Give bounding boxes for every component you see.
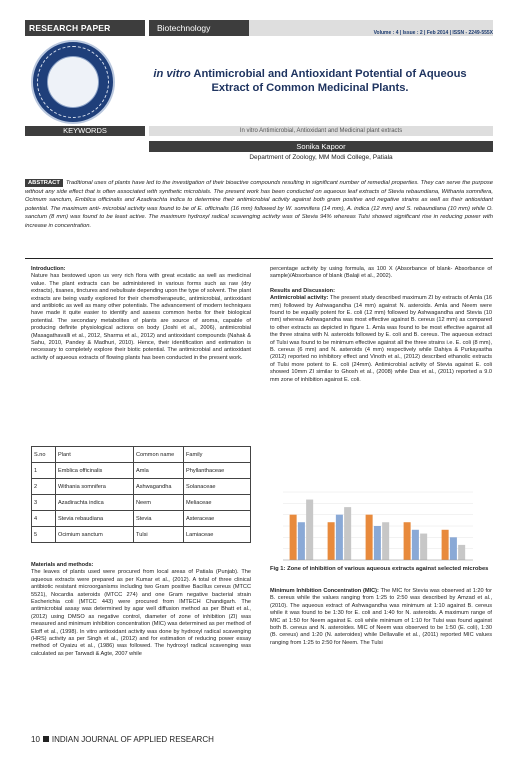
bar (412, 530, 419, 560)
bar (450, 537, 457, 560)
bar (306, 500, 313, 560)
table-cell: Neem (134, 495, 184, 511)
table-header-row (32, 447, 251, 463)
title-italic: in vitro (153, 68, 191, 80)
table-header: Plant (56, 447, 134, 463)
bar-chart (277, 488, 477, 564)
divider (25, 258, 493, 259)
table-row (32, 527, 251, 543)
results-text: The present study described maximum ZI by extracts of Amla (16 mm) followed by Ashwagandha (14 mm) against N. asteroids. Amla and Neem were found to be equally potent for E. coli (12 mm) followed by Ashwagandha and Stevia (10 mm) whereas Ashwagandha was most effective against B. cereus (12 mm) as compared to other extracts as depicted in figure 1. Amla was found to be most effective against all the three strains with N. asteroids followed by E. coli and B. cereus. The aqueous extract of Tulsi was found to be minimum effective against all the three strains i.e. E. coli (8 mm), B. cereus (6 mm) and N. asteroids (4 mm) respectively while Dahiya & Purkayastha (2012) reported no inhibitory effect and Vinoth et al., (2012) described ethanolic extracts of Tulsi more potent to E. coli (24mm). Antimicrobial activity of Stevia against E. coli showed 10mm ZI similar to Ghosh et al., (2008) while Das et al., (2011) reported a 9.0 mm zone of inhibition against E. coli. (270, 295, 492, 383)
methods-heading: Materials and methods: (31, 562, 94, 568)
table-cell: Meliaceae (184, 495, 251, 511)
author-name: Sonika Kapoor (149, 141, 493, 152)
abstract-text: Traditional uses of plants have led to the investigation of their bioactive compounds resulting in significant number of remedial properties. They can serve the purpose without any side effect that is often associated with synthetic microbials. The present work has been conducted on aqueous leaf extracts of Stevia rebaundiana, Withania somnifera, Ocimum sanctum, Emblica officinalis and Azadirachta indica to determine their antimicrobial activity against both gram positive and negative strains as well as their antioxidant potential. The maximum anti- microbial activity was found to be of E. officinalis (16 mm) followed by W. somnifera (14 mm), A. indica (12 mm) and S. rebaundiana (10 mm) while O. sanctum (8 mm) was found to be least active. The maximum hydroxyl radical scavenging activity was of Stevia 94% whereas Tulsi showed significant rise in reducing power with increase in concentration. (25, 180, 493, 229)
keywords-label: KEYWORDS (25, 126, 145, 136)
table-cell: Azadirachta indica (56, 495, 134, 511)
bar (336, 515, 343, 560)
bar (328, 522, 335, 560)
methods-text: The leaves of plants used were procured from local areas of Patiala (Punjab). The aqueous extracts were prepared as per Kumar et al., (2012). A total of three clinical antibiotic resistant microorganisms including two Gram positive Bacillus cereus (MTCC 5521), Nocardia asteroids (MTCC 274) and one Gram negative bacterial strain Escherichia coli (MTCC 443) were procured from IMTECH Chandigarh. The antimicrobial assay was determined by agar well diffusion method as per Bhatt et al., (2012) using DMSO as negative control, diameter of zone of inhibition (ZI) was measured and minimum inhibition concentration (MIC) was determined as per method of Eloff et al., (1998). In vitro antioxidant activity was done by hydroxyl radical scavenging (HRS) activity as per Singh et al., (2012) and for estimation of reducing power essay method of Oyaizu et al., (1986) was followed. The hydroxyl radical scavenging was calculated as per Tarwadi & Agte, 2007 while (31, 569, 251, 657)
keywords-text: In vitro Antimicrobial, Antioxidant and Medicinal plant extracts (149, 126, 493, 136)
abstract-label: ABSTRACT (25, 179, 63, 187)
table-cell: Tulsi (134, 527, 184, 543)
right-column (270, 266, 492, 384)
table-cell: Ocimium sanctum (56, 527, 134, 543)
table-header: Common name (134, 447, 184, 463)
table-cell: Asteraceae (184, 511, 251, 527)
section-label: RESEARCH PAPER (25, 20, 145, 36)
table-cell: 3 (32, 495, 56, 511)
keywords-row (25, 126, 493, 136)
bar (420, 534, 427, 560)
bar (374, 526, 381, 560)
table-cell: 4 (32, 511, 56, 527)
mic-heading: Minimum Inhibition Concentration (MIC): (270, 588, 379, 594)
table-cell: 2 (32, 479, 56, 495)
bar (458, 545, 465, 560)
bar (382, 522, 389, 560)
square-icon (43, 736, 49, 742)
abstract (25, 179, 493, 230)
table-cell: 1 (32, 463, 56, 479)
bar (442, 530, 449, 560)
bar (366, 515, 373, 560)
table-row (32, 495, 251, 511)
issue-info: Volume : 4 | Issue : 2 | Feb 2014 | ISSN - 2249-555X (373, 30, 493, 36)
intro-text: Nature has bestowed upon us very rich flora with great ecstatic as well as medicinal value. The plant extracts can be administered in various forms such as raw (dry extracts), tisanes, tinctures and nebulisate depending upon the type of solvent. The plant extracts are being vastly explored for their chemotherapeutic, antimicrobial, antioxidant and antibiotic as well as many other potentials. The advancement of modern techniques have made it quite easier to identify and assess common herbs for their biological potential. The secondary metabolites of plants are source of aroma, capable of producing definite physiological actions on body (Joshi et al., 2006), antimicrobial (Masagathavalli et al., 2012, Sharma et al., 2012) and antioxidant compounds (Nahak & Sahu, 2010, Pandey & Madhuri, 2010). Hence, their identification and estimation is necessary to completely explore their biotic potential. The antimicrobial and antioxidant activity of aqueous extracts of flowing plants has been conducted in the present work. (31, 273, 251, 361)
page-footer (31, 735, 214, 744)
title-rest: Antimicrobial and Antioxidant Potential of Aqueous Extract of Common Medicinal Plants. (193, 68, 467, 94)
table-cell: Withania somnifera (56, 479, 134, 495)
header-bar (25, 20, 493, 36)
mic-body (270, 588, 492, 647)
table-cell: Stevia rebaudiana (56, 511, 134, 527)
table-row (32, 463, 251, 479)
paper-title (135, 67, 485, 95)
subject-label: Biotechnology (149, 20, 249, 36)
bar (298, 522, 305, 560)
left-column-intro (31, 266, 251, 362)
left-column-methods (31, 562, 251, 658)
results-subheading: Antimicrobial activity: (270, 295, 329, 302)
table-cell: 5 (32, 527, 56, 543)
table-header: Family (184, 447, 251, 463)
table-cell: Emblica officinalis (56, 463, 134, 479)
figure-caption: Fig 1: Zone of inhibition of various aqueous extracts against selected microbes (270, 566, 489, 572)
col2-intro: percentage activity by using formula, as 100 X (Absorbance of blank- Absorbance of sample)/Absorbance of blank (Balaji et al., 2002). (270, 266, 492, 280)
table-cell: Amla (134, 463, 184, 479)
results-body (270, 295, 492, 384)
journal-name: INDIAN JOURNAL OF APPLIED RESEARCH (51, 735, 214, 744)
table-row (32, 511, 251, 527)
plant-table (31, 446, 251, 543)
table-cell: Stevia (134, 511, 184, 527)
table-header: S.no (32, 447, 56, 463)
table-row (32, 479, 251, 495)
bar (344, 507, 351, 560)
table-cell: Phyllanthaceae (184, 463, 251, 479)
table-cell: Lamiaceae (184, 527, 251, 543)
intro-heading: Introduction: (31, 266, 66, 272)
journal-seal-logo (31, 40, 115, 124)
bar (404, 522, 411, 560)
table-cell: Ashwagandha (134, 479, 184, 495)
mic-section (270, 588, 492, 647)
results-heading: Results and Discussion: (270, 287, 335, 294)
bar (290, 515, 297, 560)
page-number: 10 (31, 735, 40, 744)
table-cell: Solanaceae (184, 479, 251, 495)
author-affiliation: Department of Zoology, MM Modi College, Patiala (249, 154, 393, 161)
seal-center (47, 56, 99, 108)
mic-text: The MIC for Stevia was observed at 1:20 for B. cereus while the values ranging from 1:25 to 2:50 was described by Amzad et al., (2010). The aqueous extract of Ashwagandha was minimum at 1:10 against B. cereus while it was found to be 1:30 for E. coli and 1:40 for N. asteroids. A maximum range of MIC at 1:50 for Neem against E. coli while minimum of 1:10 for Tulsi was found against both B. cereus and N. asteroides. MIC of Neem was observed to be 1:50 (E. coli), 1:30 (B. cereus) and 1:20 (N. asteroides) while Dellavalle et al., (2011) reported MIC values ranging from 1:25 to 2:50 for Neem. The Tulsi (270, 588, 492, 646)
